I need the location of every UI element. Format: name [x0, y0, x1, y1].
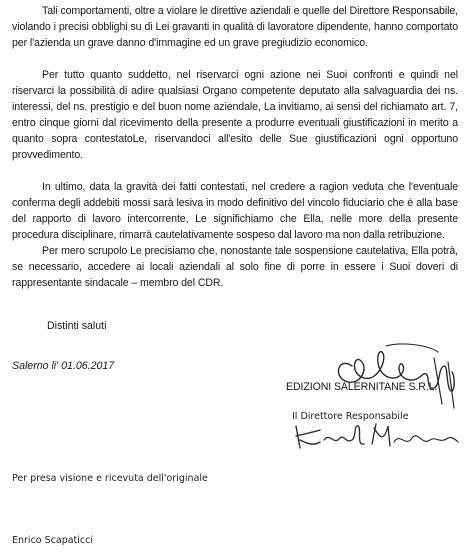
signatory-role: Il Direttore Responsabile [292, 411, 409, 422]
director-signature [290, 418, 462, 452]
paragraph-justification-request: Per tutto quanto suddetto, nel riservarci ogni azione nei Suoi confronti e quindi nel riservarci la possibilità di adire qualsiasi Organo competente deputato alla salvaguardia dei ns. interessi, del ns. prestigio e del buon nome aziendale, La invitiamo, ai sensi del richiamato art. 7, entro cinque giorni dal ricevimento della presente a produrre eventuali giustificazioni in merito a quanto sopra contestatoLe, riservandoci all'esito delle Sue giustificazioni ogni opportuno provvedimento. [12, 69, 458, 161]
recipient-name: Enrico Scapaticci [12, 535, 94, 546]
salutation: Distinti saluti [47, 320, 107, 332]
paragraph-suspension: In ultimo, data la gravità dei fatti contestati, nel credere a ragion veduta che l'eventuale conferma degli addebiti mossi sarà lesiva in modo definitivo del vincolo fiduciario che è alla base del rapporto di lavoro intercorrente, Le significhiamo che Ella, nelle more della presente procedura disciplinare, rimarrà cautelativamente sospeso dal lavoro ma non dalla retribuzione. [12, 181, 458, 241]
receipt-acknowledgement: Per presa visione e ricevuta dell'originale [12, 473, 208, 484]
date-line: Salerno li' 01.06.2017 [12, 360, 115, 372]
company-name: EDIZIONI SALERNITANE S.R.L. [286, 381, 438, 393]
paragraph-access-rights: Per mero scrupolo Le precisiamo che, nonostante tale sospensione cautelativa, Ella potrà, se necessario, accedere ai locali aziendali al solo fine di porre in essere i Suoi doveri di rappresentante sindacale – membro del CDR. [12, 245, 458, 289]
company-signature [330, 338, 460, 410]
paragraph-consequences: Tali comportamenti, oltre a violare le direttive aziendali e quelle del Direttore Responsabile, violando i precisi obblighi su di Lei gravanti in qualità di lavoratore dipendente, hanno comportato per l'azienda un grave danno d'immagine ed un grave pregiudizio economico. [12, 5, 458, 49]
